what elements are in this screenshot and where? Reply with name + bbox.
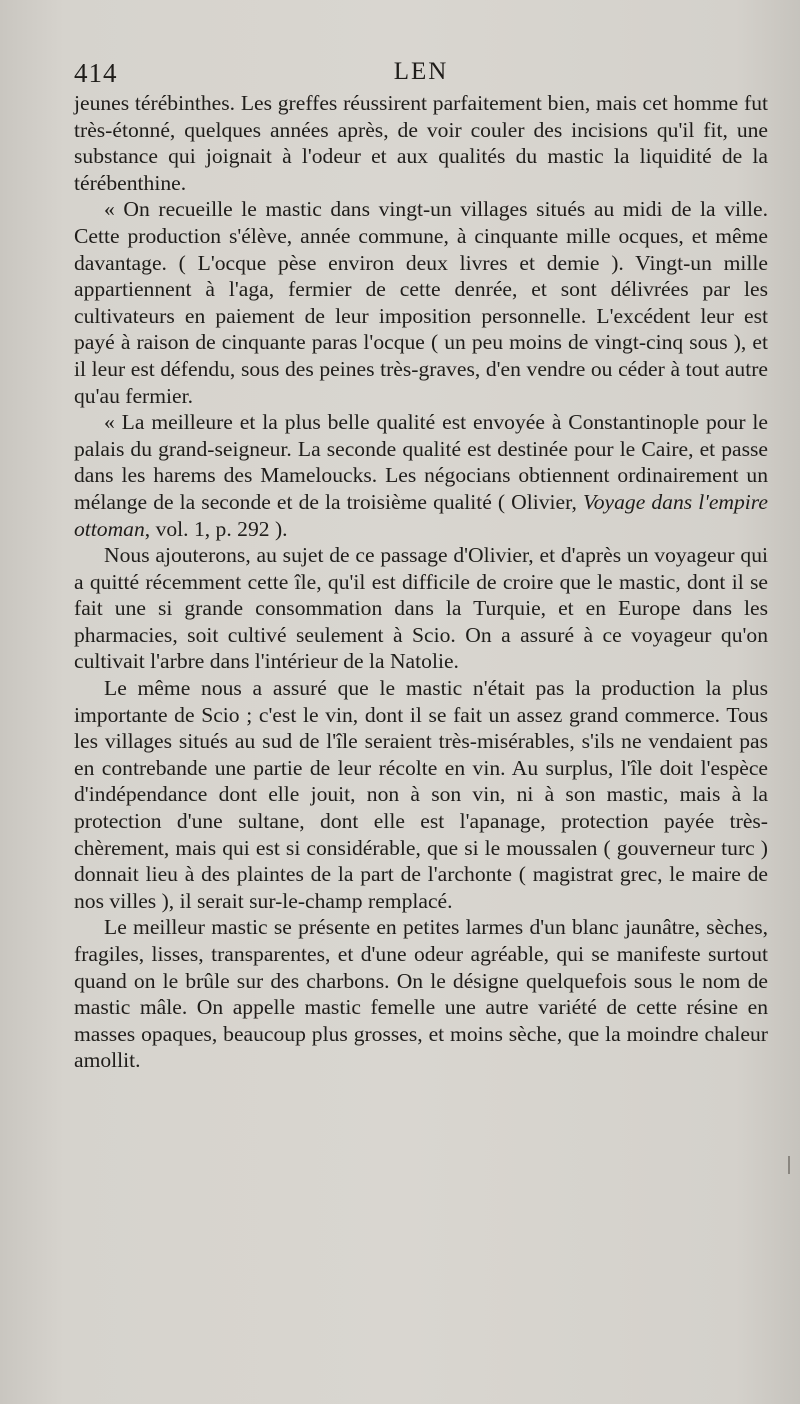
page-number: 414 [74, 58, 118, 88]
page-header [74, 58, 768, 92]
paragraph-scio-wine: Le même nous a assuré que le mastic n'était pas la production la plus importante de Scio ; c'est le vin, dont il se fait un assez grand commerce. Tous les villages situés au sud de l'île seraient très-misérables, s'ils ne vendaient pas en contrebande une partie de leur récolte en vin. Au surplus, l'île doit l'espèce d'indépendance dont elle jouit, non à son vin, ni à son mastic, mais à la protection d'une sultane, dont elle est l'apanage, protection payée très-chèrement, mais qui est si considérable, que si le moussalen ( gouverneur turc ) donnait lieu à des plaintes de la part de l'archonte ( magistrat grec, le maire de nos villes ), il serait sur-le-champ remplacé. [74, 676, 768, 913]
margin-mark [788, 1156, 790, 1174]
paragraph-continuation: jeunes térébinthes. Les greffes réussirent parfaitement bien, mais cet homme fut très-étonné, quelques années après, de voir couler des incisions qu'il fit, une substance qui joignait à l'odeur et aux qualités du mastic la liquidité de la térébenthine. [74, 91, 768, 195]
paragraph-mastic-description: Le meilleur mastic se présente en petites larmes d'un blanc jaunâtre, sèches, fragiles, lisses, transparentes, et d'une odeur agréable, qui se manifeste surtout quand on le brûle sur des charbons. On le désigne quelquefois sous le nom de mastic mâle. On appelle mastic femelle une autre variété de cette résine en masses opaques, beaucoup plus grosses, et moins sèche, que la moindre chaleur amollit. [74, 915, 768, 1073]
paragraph-quote-quality [74, 409, 768, 542]
paragraph-quote-harvest: « On recueille le mastic dans vingt-un villages situés au midi de la ville. Cette production s'élève, année commune, à cinquante mille ocques, et même davantage. ( L'ocque pèse environ deux livres et demie ). Vingt-un mille appartiennent à l'aga, fermier de cette denrée, et sont délivrées par les cultivateurs en paiement de leur imposition personnelle. L'excédent leur est payé à raison de cinquante paras l'ocque ( un peu moins de vingt-cinq sous ), et il leur est défendu, sous des peines très-graves, d'en vendre ou céder à tout autre qu'au fermier. [74, 197, 768, 408]
book-title-citation: Voyage dans l'empire ottoman [74, 489, 768, 541]
citation-reference: , vol. 1, p. 292 ). [144, 516, 288, 541]
running-head: LEN [393, 58, 449, 85]
body-text [74, 90, 768, 1074]
quality-text: « La meilleure et la plus belle qualité est envoyée à Constantinople pour le palais du grand-seigneur. La seconde qualité est destinée pour le Caire, et passe dans les harems des Mameloucks. Les négocians obtiennent ordinairement un mélange de la seconde et de la troisième qualité ( Olivier, [74, 410, 768, 514]
paragraph-olivier-comment: Nous ajouterons, au sujet de ce passage d'Olivier, et d'après un voyageur qui a quitté récemment cette île, qu'il est difficile de croire que le mastic, dont il se fait une si grande consommation dans la Turquie, et en Europe dans les pharmacies, soit cultivé seulement à Scio. On a assuré à ce voyageur qu'on cultivait l'arbre dans l'intérieur de la Natolie. [74, 543, 768, 674]
